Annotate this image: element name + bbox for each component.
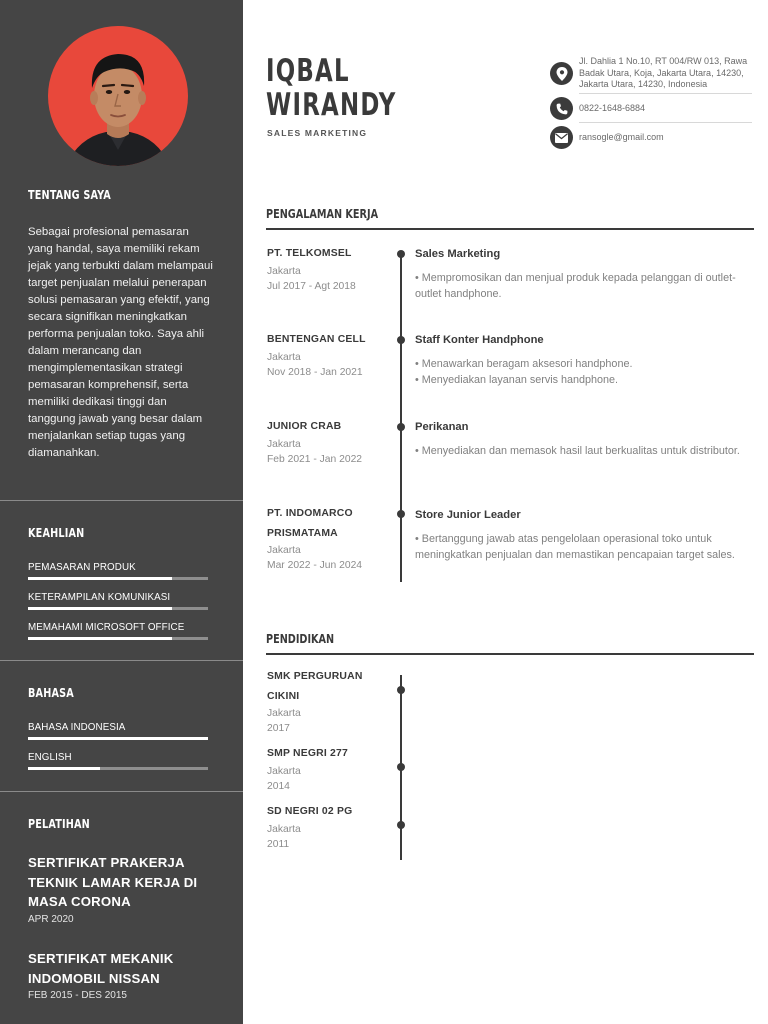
skill-bar-fill <box>28 607 172 610</box>
language-bar-fill <box>28 737 208 740</box>
job-duties <box>415 531 753 563</box>
education-rule <box>266 653 754 655</box>
about-text: Sebagai profesional pemasaran yang handal, saya memiliki rekam jejak yang terbukti dalam melampaui target penjualan melalui penerapan solusi pemasaran yang efektif, yang secara signifikan meningkatkan performa penjualan toko. Saya ahli dalam merancang dan mengimplementasikan strategi pemasaran komprehensif, serta memiliki dedikasi tinggi dan tanggung jawab yang besar dalam menjalankan setiap tugas yang diamanahkan. <box>28 226 213 459</box>
job-company: BENTENGAN CELL <box>267 334 366 345</box>
timeline-dot <box>397 821 405 829</box>
timeline-dot <box>397 763 405 771</box>
language-bar-track <box>28 737 208 740</box>
about-heading: TENTANG SAYA <box>28 187 111 202</box>
school-name: SD NEGRI 02 PG <box>267 806 353 817</box>
email-icon <box>550 126 573 149</box>
school-city: Jakarta <box>267 708 301 719</box>
candidate-name <box>266 54 397 122</box>
email-text: ransogle@gmail.com <box>579 132 664 142</box>
education-item <box>267 802 392 852</box>
school-year: 2014 <box>267 780 290 792</box>
language-label: ENGLISH <box>28 752 72 763</box>
skill-bar-fill <box>28 637 172 640</box>
experience-rule <box>266 228 754 230</box>
training-date: APR 2020 <box>28 913 74 925</box>
location-pin-icon <box>550 62 573 85</box>
education-item <box>267 744 392 794</box>
contact-divider <box>579 93 752 94</box>
sidebar-divider <box>0 500 243 501</box>
profile-photo <box>48 26 188 166</box>
skill-item <box>28 622 208 640</box>
job-duties <box>415 270 753 302</box>
skill-label: MEMAHAMI MICROSOFT OFFICE <box>28 622 185 633</box>
job-role: Store Junior Leader <box>415 509 521 521</box>
job-duty: • Menyediakan layanan servis handphone. <box>415 374 619 386</box>
job-city: Jakarta <box>267 351 301 363</box>
job-period: Feb 2021 - Jan 2022 <box>267 453 363 465</box>
skill-item <box>28 592 208 610</box>
job-details <box>415 247 753 302</box>
phone-text: 0822-1648-6884 <box>579 103 646 113</box>
training-item <box>28 853 228 925</box>
skills-heading: KEAHLIAN <box>28 525 85 540</box>
school-city: Jakarta <box>267 765 301 777</box>
education-item <box>267 667 377 736</box>
job-details <box>415 420 753 459</box>
skill-bar-track <box>28 637 208 640</box>
timeline-dot <box>397 336 405 344</box>
sidebar-divider <box>0 660 243 661</box>
contact-divider <box>579 122 752 123</box>
job-meta <box>267 330 392 380</box>
school-name: SMK PERGURUAN CIKINI <box>267 671 363 702</box>
skill-label: KETERAMPILAN KOMUNIKASI <box>28 592 171 603</box>
school-year: 2011 <box>267 838 290 850</box>
job-duty: • Menyediakan dan memasok hasil laut berkualitas untuk distributor. <box>415 445 740 457</box>
job-duty: • Mempromosikan dan menjual produk kepada pelanggan di outlet-outlet handphone. <box>415 272 736 300</box>
job-details <box>415 508 753 563</box>
school-city: Jakarta <box>267 823 301 835</box>
school-year: 2017 <box>267 723 290 734</box>
timeline-dot <box>397 423 405 431</box>
school-name: SMP NEGRI 277 <box>267 748 348 759</box>
job-role: Perikanan <box>415 421 469 433</box>
languages-heading: BAHASA <box>28 685 74 700</box>
skill-bar-track <box>28 607 208 610</box>
job-city: Jakarta <box>267 438 301 450</box>
language-item <box>28 722 208 740</box>
training-heading: PELATIHAN <box>28 816 90 831</box>
profile-portrait <box>48 26 188 166</box>
job-company: PT. TELKOMSEL <box>267 248 352 259</box>
job-duty: • Menawarkan beragam aksesori handphone. <box>415 358 633 370</box>
job-title: SALES MARKETING <box>267 128 368 138</box>
name-first: IQBAL <box>266 53 350 89</box>
language-bar-fill <box>28 767 100 770</box>
job-meta <box>267 244 392 294</box>
job-period: Mar 2022 - Jun 2024 <box>267 560 363 571</box>
timeline-dot <box>397 686 405 694</box>
language-label: BAHASA INDONESIA <box>28 722 126 733</box>
training-title: SERTIFIKAT MEKANIK INDOMOBIL NISSAN <box>28 951 174 986</box>
phone-icon <box>550 97 573 120</box>
skill-label: PEMASARAN PRODUK <box>28 562 136 573</box>
job-city: Jakarta <box>267 545 301 556</box>
training-item <box>28 949 228 1001</box>
timeline-dot <box>397 250 405 258</box>
job-period: Nov 2018 - Jan 2021 <box>267 366 363 378</box>
job-duties <box>415 443 753 459</box>
name-last: WIRANDY <box>266 87 397 123</box>
job-role: Staff Konter Handphone <box>415 334 544 346</box>
job-period: Jul 2017 - Agt 2018 <box>267 280 356 292</box>
timeline-dot <box>397 510 405 518</box>
job-duties <box>415 356 753 388</box>
language-item <box>28 752 208 770</box>
job-company: PT. INDOMARCO PRISMATAMA <box>267 508 353 539</box>
job-details <box>415 333 753 388</box>
language-bar-track <box>28 767 208 770</box>
sidebar <box>0 0 243 1024</box>
sidebar-divider <box>0 791 243 792</box>
job-company: JUNIOR CRAB <box>267 421 342 432</box>
training-date: FEB 2015 - DES 2015 <box>28 990 127 1001</box>
job-meta <box>267 504 389 573</box>
education-heading: PENDIDIKAN <box>266 631 335 646</box>
skill-item <box>28 562 208 580</box>
job-role: Sales Marketing <box>415 248 501 260</box>
job-meta <box>267 417 392 467</box>
address-text: Jl. Dahlia 1 No.10, RT 004/RW 013, Rawa Badak Utara, Koja, Jakarta Utara, 14230, Jakarta Utara, 14230, Indonesia <box>579 56 748 89</box>
skill-bar-track <box>28 577 208 580</box>
experience-heading: PENGALAMAN KERJA <box>266 206 379 221</box>
skill-bar-fill <box>28 577 172 580</box>
job-duty: • Bertanggung jawab atas pengelolaan operasional toko untuk meningkatkan penjualan dan memastikan pencapaian target sales. <box>415 533 735 561</box>
job-city: Jakarta <box>267 265 301 277</box>
training-title: SERTIFIKAT PRAKERJA TEKNIK LAMAR KERJA DI MASA CORONA <box>28 855 198 909</box>
experience-timeline <box>400 253 402 582</box>
